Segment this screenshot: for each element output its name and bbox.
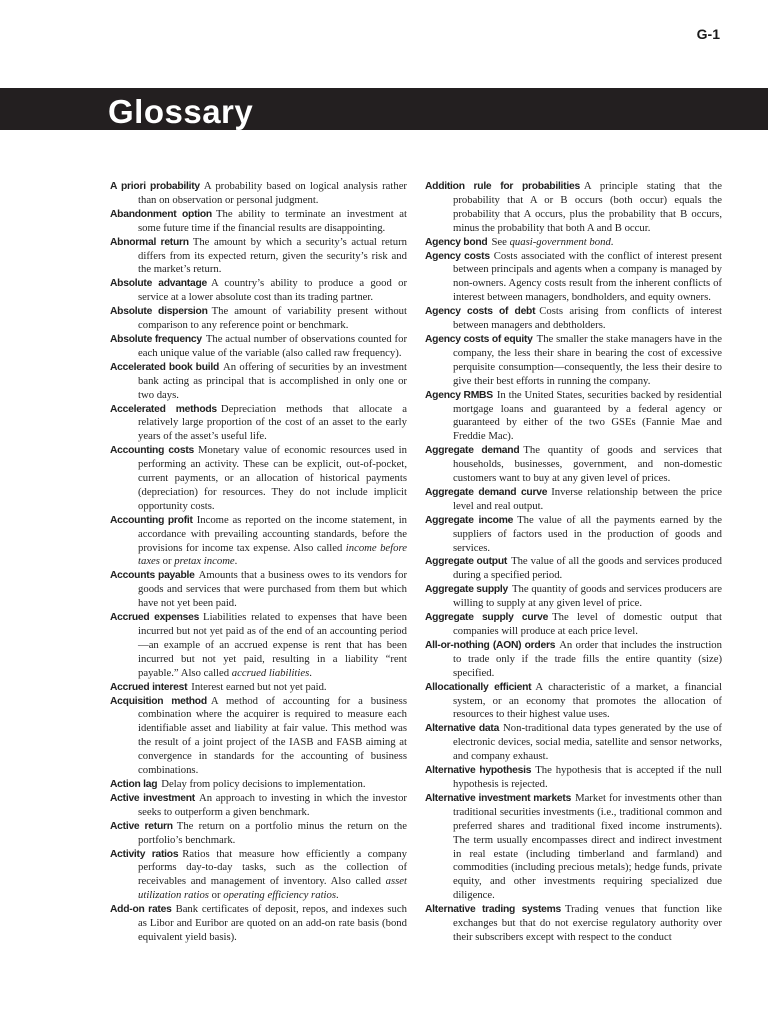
glossary-definition: Costs associated with the conflict of interest present between principals and agents when a company is managed by non-owners. Agency costs result from the inherent conflicts of interest between managers, bondholders, and equity owners.: [453, 249, 722, 304]
glossary-definition: Inverse relationship between the price level and real output.: [453, 485, 722, 512]
connector-word: or: [211, 889, 221, 902]
glossary-definition: A method of accounting for a business combination where the acquirer is required to measure each identifiable asset and liability at fair value. This method was the result of a joint project of the IASB and FASB aiming at convergence in standards for the accounting of business combinations.: [138, 694, 407, 777]
glossary-entry: [425, 250, 722, 306]
glossary-definition: Bank certificates of deposit, repos, and indexes such as Libor and Euribor are quoted on an add-on rate basis (bond equivalent yield basis).: [138, 903, 407, 943]
glossary-entry: [425, 555, 722, 583]
glossary-term: Alternative trading systems: [425, 904, 562, 916]
glossary-term: Agency costs of equity: [425, 333, 533, 345]
glossary-definition: Depreciation methods that allocate a relatively large proportion of the cost of an asset to the early years of the asset’s useful life.: [138, 402, 407, 443]
glossary-term: Agency costs: [425, 250, 490, 262]
glossary-term: Activity ratios: [110, 848, 179, 860]
glossary-term: Accelerated methods: [110, 403, 217, 415]
page-number: G-1: [696, 26, 720, 42]
glossary-definition: A characteristic of a market, a financial system, or an economy that promotes the allocation of resources to their highest value uses.: [453, 680, 722, 721]
glossary-definition: Costs arising from conflicts of interest between managers and debtholders.: [453, 305, 722, 332]
glossary-term: Accrued interest: [110, 681, 188, 693]
glossary-term: Agency RMBS: [425, 389, 493, 401]
punctuation: .: [309, 666, 312, 679]
glossary-term: Aggregate demand curve: [425, 486, 548, 498]
page-title: Glossary: [108, 93, 254, 130]
glossary-entry: [110, 792, 407, 820]
glossary-definition: Ratios that measure how efficiently a company performs day-to-day tasks, such as the collection of receivables and management of inventory. Also called: [138, 847, 407, 888]
cross-reference: pretax income: [174, 555, 235, 568]
glossary-definition: The value of all the payments earned by the suppliers of factors used in the production of goods and services.: [453, 513, 722, 554]
glossary-term: Agency costs of debt: [425, 306, 536, 318]
glossary-entry: [110, 778, 407, 792]
glossary-definition: In the United States, securities backed by residential mortgage loans and guaranteed by a federal agency or guaranteed by either of the two GSEs (Fannie Mae and Freddie Mac).: [453, 388, 722, 443]
glossary-entry: [110, 848, 407, 904]
glossary-entry: [110, 695, 407, 778]
punctuation: .: [336, 889, 339, 902]
glossary-entry: [425, 611, 722, 639]
glossary-term: Agency bond: [425, 236, 488, 248]
glossary-term: Accounting costs: [110, 445, 194, 457]
glossary-entry: [110, 305, 407, 333]
glossary-definition: A probability based on logical analysis rather than on observation or personal judgment.: [138, 180, 407, 206]
glossary-entry: [110, 180, 407, 208]
glossary-term: Abnormal return: [110, 236, 189, 248]
glossary-term: Aggregate demand: [425, 445, 520, 457]
glossary-term: Accelerated book build: [110, 361, 220, 373]
glossary-entry: [110, 361, 407, 403]
glossary-definition: The actual number of observations counted for each unique value of the variable (also called raw frequency).: [138, 332, 408, 359]
glossary-definition: A principle stating that the probability that A or B occurs (both occur) equals the probability that A occurs, plus the probability that B occurs, minus the probability that both A and B occur.: [453, 180, 722, 234]
glossary-term: Abandonment option: [110, 208, 212, 220]
glossary-entry: [110, 611, 407, 681]
punctuation: .: [610, 235, 614, 248]
glossary-definition: The ability to terminate an investment at some future time if the financial results are disappointing.: [138, 207, 407, 234]
cross-reference: asset utilization ratios: [138, 875, 407, 902]
glossary-entry: [110, 208, 407, 236]
glossary-definition: An offering of securities by an investment bank acting as principal that is accomplished in only one or two days.: [138, 360, 407, 401]
glossary-entry: [425, 764, 722, 792]
glossary-term: Absolute dispersion: [110, 306, 208, 318]
glossary-entry: [110, 236, 407, 278]
glossary-term: Accounts payable: [110, 570, 195, 582]
glossary-entry: [425, 792, 722, 903]
glossary-definition: Market for investments other than traditional securities investments (i.e., traditional common and preferred shares and traditional fixed income instruments). The term usually encompasses direct and indirect investment in real estate (including timberland and farmland) and commodities (including precious metals); hedge funds, private equity, and other investments requiring specialized due diligence.: [453, 791, 722, 902]
glossary-definition: Liabilities related to expenses that have been incurred but not yet paid as of the end of an accounting period—an example of an accrued expense is rent that has been incurred but not yet paid, resulting in a liability “rent payable.” Also called: [138, 611, 407, 679]
glossary-definition: Income as reported on the income statement, in accordance with prevailing accounting standards, before the provisions for income tax expense. Also called: [138, 513, 408, 554]
glossary-definition: The return on a portfolio minus the return on the portfolio’s benchmark.: [138, 819, 407, 846]
glossary-definition: The quantity of goods and services producers are willing to supply at any given level of price.: [453, 583, 722, 610]
glossary-definition: The quantity of goods and services that households, businesses, government, and non-domestic customers want to buy at any given level of prices.: [453, 444, 722, 485]
glossary-definition: The smaller the stake managers have in the company, the less their share in bearing the cost of excessive perquisite consumption—consequently, the less their desire to give their best efforts in running the company.: [453, 332, 722, 387]
glossary-entry: [425, 583, 722, 611]
glossary-entry: [425, 681, 722, 723]
glossary-term: Accounting profit: [110, 514, 193, 526]
glossary-entry: [425, 639, 722, 681]
glossary-definition: Trading venues that function like exchanges but that do not exercise regulatory authority over their subscribers except with respect to the conduct: [453, 903, 722, 943]
glossary-term: Aggregate income: [425, 514, 514, 526]
glossary-entry: [425, 514, 722, 556]
glossary-definition: See: [491, 235, 507, 248]
glossary-entry: [110, 444, 407, 514]
glossary-term: Allocationally efficient: [425, 681, 532, 693]
glossary-term: Addition rule for probabilities: [425, 181, 580, 192]
glossary-definition: Non-traditional data types generated by the use of electronic devices, social media, satellite and sensor networks, and company exhaust.: [453, 722, 722, 763]
glossary-term: Alternative investment markets: [425, 792, 572, 804]
glossary-definition: Interest earned but not yet paid.: [191, 680, 327, 693]
glossary-entry: [110, 681, 407, 695]
glossary-definition: The hypothesis that is accepted if the null hypothesis is rejected.: [453, 764, 723, 790]
glossary-definition: An order that includes the instruction to trade only if the trade fills the entire quantity (size) specified.: [453, 638, 722, 679]
glossary-definition: The level of domestic output that companies will produce at each price level.: [453, 611, 722, 637]
glossary-definition: The amount by which a security’s actual return differs from its expected return, given the security’s risk and the market’s return.: [138, 235, 407, 276]
glossary-definition: The amount of variability present without comparison to any reference point or benchmark.: [138, 305, 407, 332]
glossary-definition: An approach to investing in which the investor seeks to outperform a given benchmark.: [138, 791, 407, 818]
glossary-term: Aggregate supply: [425, 584, 508, 596]
cross-reference: income before taxes: [138, 541, 407, 568]
glossary-entry: [110, 333, 407, 361]
punctuation: .: [234, 555, 238, 568]
glossary-entry: [110, 569, 407, 611]
glossary-definition: Delay from policy decisions to implementation.: [161, 777, 366, 790]
glossary-term: Aggregate supply curve: [425, 612, 549, 624]
cross-reference: operating efficiency ratios: [223, 889, 337, 902]
glossary-entry: [425, 180, 722, 236]
glossary-term: Alternative data: [425, 723, 500, 735]
glossary-entry: [110, 514, 407, 570]
glossary-entry: [425, 486, 722, 514]
glossary-term: Absolute advantage: [110, 278, 207, 290]
glossary-entry: [110, 820, 407, 848]
glossary-entry: [110, 403, 407, 445]
glossary-entry: [425, 444, 722, 486]
glossary-definition: A country’s ability to produce a good or service at a lower absolute cost than its trading partner.: [138, 277, 407, 304]
glossary-entry: [110, 903, 407, 945]
glossary-term: Absolute frequency: [110, 333, 202, 345]
glossary-definition: Amounts that a business owes to its vendors for goods and services that were purchased from them but which have not yet been paid.: [138, 569, 407, 610]
glossary-entry: [425, 236, 722, 250]
glossary-term: Add-on rates: [110, 904, 172, 916]
glossary-term: Accrued expenses: [110, 612, 200, 624]
glossary-term: Alternative hypothesis: [425, 765, 532, 777]
glossary-entry: [425, 333, 722, 389]
glossary-definition: The value of all the goods and services produced during a specified period.: [453, 555, 722, 582]
glossary-columns: [110, 180, 722, 945]
glossary-column-left: [110, 180, 407, 945]
cross-reference: accrued liabilities: [231, 666, 310, 679]
glossary-column-right: [425, 180, 722, 945]
glossary-entry: [425, 903, 722, 945]
title-banner: [0, 88, 768, 130]
glossary-definition: Monetary value of economic resources used in performing an activity. These can be explicit, out-of-pocket, current payments, or an allocation of historical payments (depreciation) for resources. They do not include implicit opportunity costs.: [138, 444, 407, 512]
glossary-entry: [425, 305, 722, 333]
glossary-term: All-or-nothing (AON) orders: [425, 639, 556, 651]
glossary-term: Aggregate output: [425, 556, 508, 568]
connector-word: or: [162, 555, 172, 568]
glossary-term: Active investment: [110, 792, 195, 804]
glossary-term: Action lag: [110, 778, 158, 790]
glossary-term: Acquisition method: [110, 695, 207, 707]
glossary-term: Active return: [110, 820, 173, 832]
cross-reference: quasi-government bond: [509, 235, 611, 248]
glossary-entry: [425, 722, 722, 764]
glossary-term: A priori probability: [110, 181, 200, 192]
glossary-entry: [110, 277, 407, 305]
glossary-entry: [425, 389, 722, 445]
